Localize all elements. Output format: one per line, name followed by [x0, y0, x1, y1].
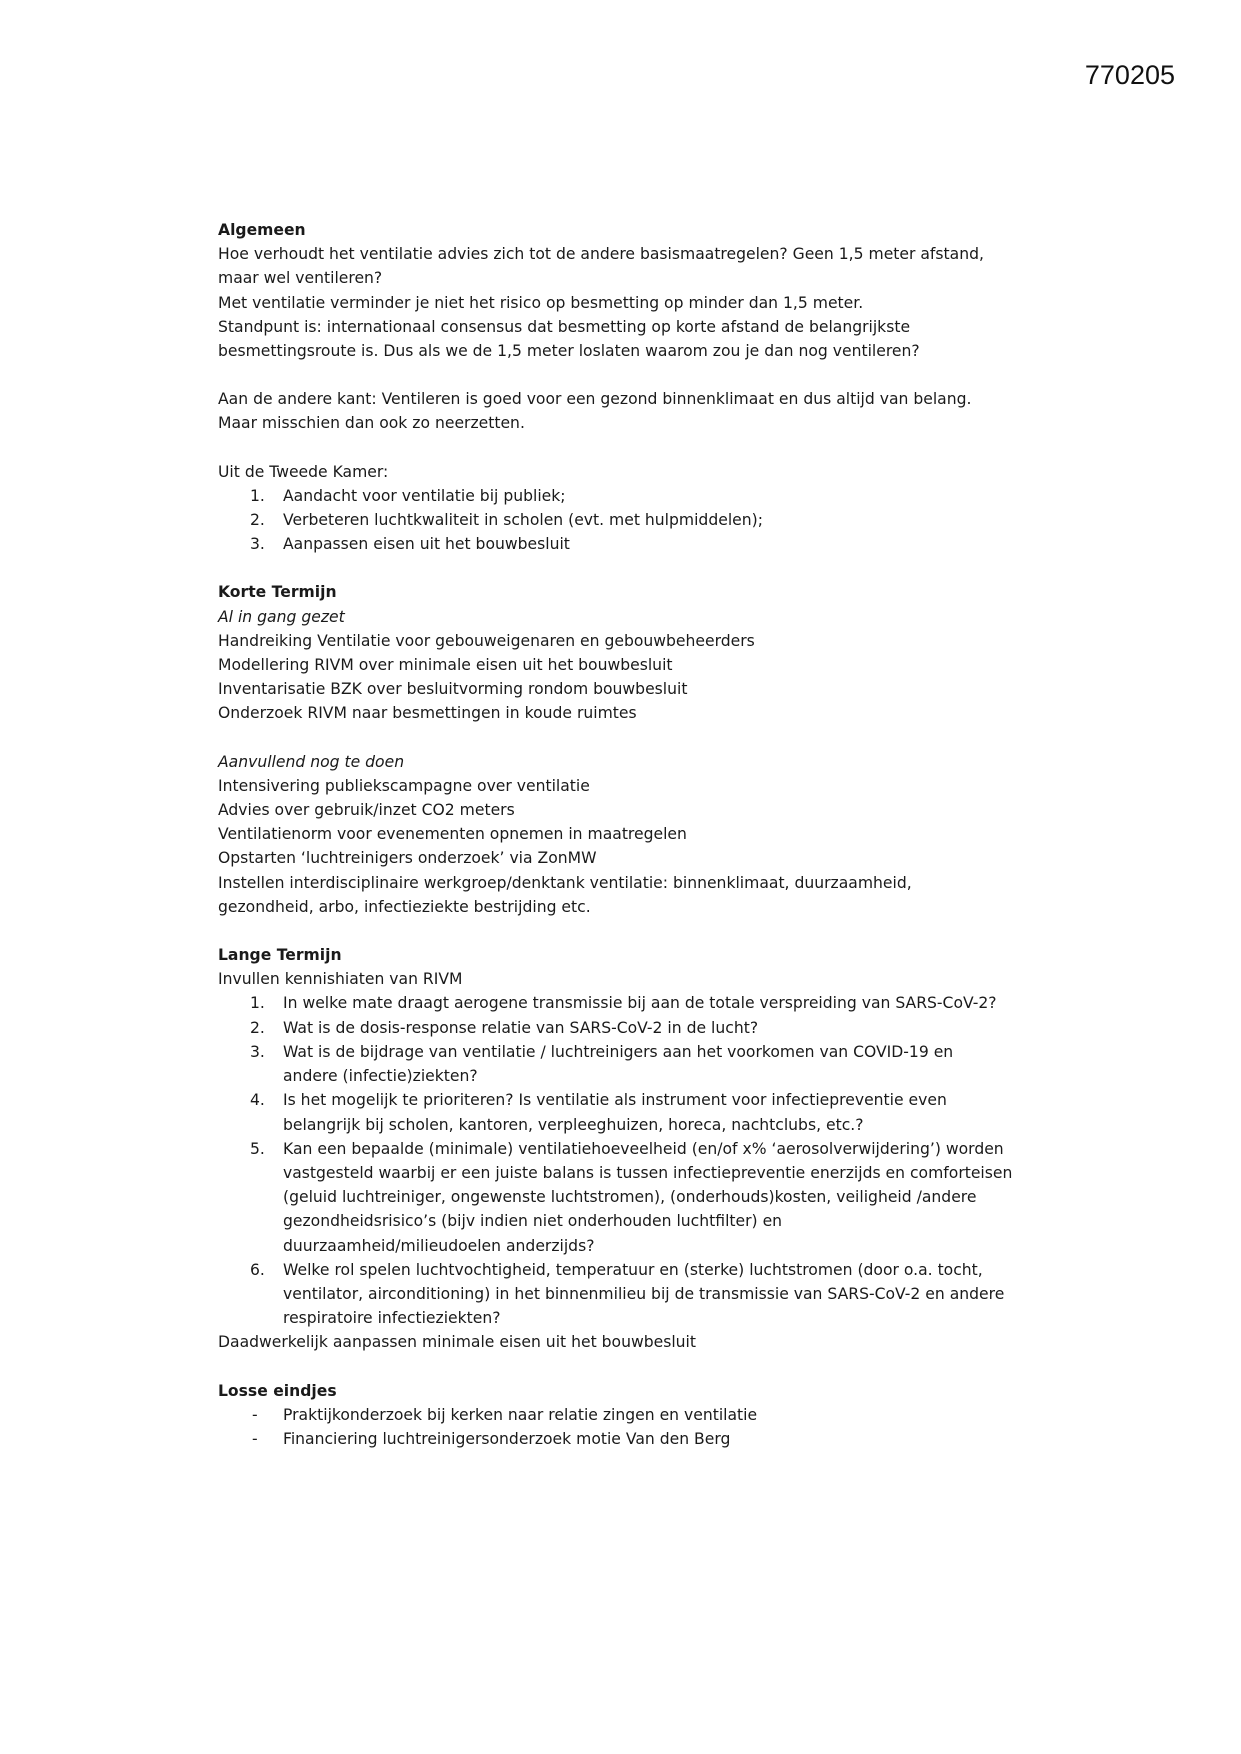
document-body	[218, 218, 1038, 1451]
text-line: Hoe verhoudt het ventilatie advies zich tot de andere basismaatregelen? Geen 1,5 meter afstand,	[218, 245, 984, 264]
list-item-line: duurzaamheid/milieudoelen anderzijds?	[283, 1236, 595, 1255]
list-number: 2.	[250, 1018, 265, 1037]
tweede-kamer-intro: Uit de Tweede Kamer:	[218, 462, 389, 481]
list-number: 5.	[250, 1139, 265, 1158]
text-line: Opstarten ‘luchtreinigers onderzoek’ via ZonMW	[218, 849, 597, 868]
text-line: Met ventilatie verminder je niet het risico op besmetting op minder dan 1,5 meter.	[218, 293, 864, 312]
heading-losse-eindjes: Losse eindjes	[218, 1381, 337, 1400]
list-item-line: andere (infectie)ziekten?	[283, 1067, 478, 1086]
list-item-text: Aandacht voor ventilatie bij publiek;	[283, 486, 566, 505]
text-line: Maar misschien dan ook zo neerzetten.	[218, 414, 525, 433]
list-item	[218, 1016, 1038, 1040]
list-item-line: vastgesteld waarbij er een juiste balans is tussen infectiepreventie enerzijds en comforteisen	[283, 1163, 1013, 1182]
text-line: Advies over gebruik/inzet CO2 meters	[218, 801, 515, 820]
list-item	[218, 991, 1038, 1015]
list-item-line: Wat is de dosis-response relatie van SARS-CoV-2 in de lucht?	[283, 1018, 759, 1037]
list-item	[218, 508, 1038, 532]
text-line: Intensivering publiekscampagne over ventilatie	[218, 776, 590, 795]
list-item-line: respiratoire infectieziekten?	[283, 1309, 501, 1328]
list-item	[218, 1403, 1038, 1427]
losse-eindjes-list	[218, 1403, 1038, 1451]
heading-lange-termijn: Lange Termijn	[218, 946, 342, 965]
spacer	[218, 363, 1038, 387]
dash-bullet: -	[252, 1405, 258, 1424]
list-number: 3.	[250, 535, 265, 554]
list-item	[218, 1427, 1038, 1451]
list-item-line: Welke rol spelen luchtvochtigheid, temperatuur en (sterke) luchtstromen (door o.a. tocht,	[283, 1260, 983, 1279]
list-item	[218, 1258, 1038, 1331]
text-line: Modellering RIVM over minimale eisen uit het bouwbesluit	[218, 656, 673, 675]
document-number: 770205	[1084, 60, 1175, 90]
list-item-line: (geluid luchtreiniger, ongewenste luchtstromen), (onderhouds)kosten, veiligheid /andere	[283, 1188, 977, 1207]
list-item-line: belangrijk bij scholen, kantoren, verpleeghuizen, horeca, nachtclubs, etc.?	[283, 1115, 864, 1134]
lange-termijn-closing: Daadwerkelijk aanpassen minimale eisen uit het bouwbesluit	[218, 1333, 696, 1352]
lange-termijn-intro: Invullen kennishiaten van RIVM	[218, 970, 463, 989]
list-item-line: In welke mate draagt aerogene transmissie bij aan de totale verspreiding van SARS-CoV-2?	[283, 994, 997, 1013]
spacer	[218, 919, 1038, 943]
subheading-in-gang-gezet: Al in gang gezet	[218, 607, 345, 626]
text-line: Standpunt is: internationaal consensus dat besmetting op korte afstand de belangrijkste	[218, 317, 911, 336]
text-line: Instellen interdisciplinaire werkgroep/denktank ventilatie: binnenklimaat, duurzaamheid,	[218, 873, 912, 892]
heading-algemeen: Algemeen	[218, 221, 306, 239]
spacer	[218, 726, 1038, 750]
list-item-text: Verbeteren luchtkwaliteit in scholen (evt. met hulpmiddelen);	[283, 511, 763, 530]
tweede-kamer-list	[218, 484, 1038, 557]
list-item-line: ventilator, airconditioning) in het binnenmilieu bij de transmissie van SARS-CoV-2 en andere	[283, 1284, 1005, 1303]
list-item	[218, 1137, 1038, 1258]
list-item	[218, 532, 1038, 556]
text-line: maar wel ventileren?	[218, 269, 383, 288]
text-line: gezondheid, arbo, infectieziekte bestrijding etc.	[218, 897, 591, 916]
subheading-aanvullend: Aanvullend nog te doen	[218, 752, 405, 771]
list-item-text: Financiering luchtreinigersonderzoek motie Van den Berg	[283, 1429, 731, 1448]
list-item-line: Wat is de bijdrage van ventilatie / luchtreinigers aan het voorkomen van COVID-19 en	[283, 1042, 954, 1061]
text-line: besmettingsroute is. Dus als we de 1,5 meter loslaten waarom zou je dan nog ventileren?	[218, 342, 920, 361]
list-number: 2.	[250, 511, 265, 530]
text-line: Handreiking Ventilatie voor gebouweigenaren en gebouwbeheerders	[218, 631, 755, 650]
list-item-line: gezondheidsrisico’s (bijv indien niet onderhouden luchtfilter) en	[283, 1212, 783, 1231]
spacer	[218, 1355, 1038, 1379]
list-number: 1.	[250, 994, 265, 1013]
kennishiaten-list	[218, 991, 1038, 1330]
list-number: 1.	[250, 486, 265, 505]
list-item-line: Kan een bepaalde (minimale) ventilatiehoeveelheid (en/of x% ‘aerosolverwijdering’) worden	[283, 1139, 1004, 1158]
text-line: Aan de andere kant: Ventileren is goed voor een gezond binnenklimaat en dus altijd van belang.	[218, 390, 972, 409]
spacer	[218, 436, 1038, 460]
list-item-line: Is het mogelijk te prioriteren? Is ventilatie als instrument voor infectiepreventie even	[283, 1091, 947, 1110]
list-number: 6.	[250, 1260, 265, 1279]
text-line: Ventilatienorm voor evenementen opnemen in maatregelen	[218, 825, 687, 844]
spacer	[218, 556, 1038, 580]
text-line: Inventarisatie BZK over besluitvorming rondom bouwbesluit	[218, 680, 688, 699]
list-item-text: Aanpassen eisen uit het bouwbesluit	[283, 535, 570, 554]
heading-korte-termijn: Korte Termijn	[218, 583, 337, 602]
dash-bullet: -	[252, 1429, 258, 1448]
list-item-text: Praktijkonderzoek bij kerken naar relatie zingen en ventilatie	[283, 1405, 758, 1424]
list-number: 4.	[250, 1091, 265, 1110]
text-line: Onderzoek RIVM naar besmettingen in koude ruimtes	[218, 704, 637, 723]
list-item	[218, 484, 1038, 508]
list-item	[218, 1088, 1038, 1136]
list-number: 3.	[250, 1042, 265, 1061]
list-item	[218, 1040, 1038, 1088]
